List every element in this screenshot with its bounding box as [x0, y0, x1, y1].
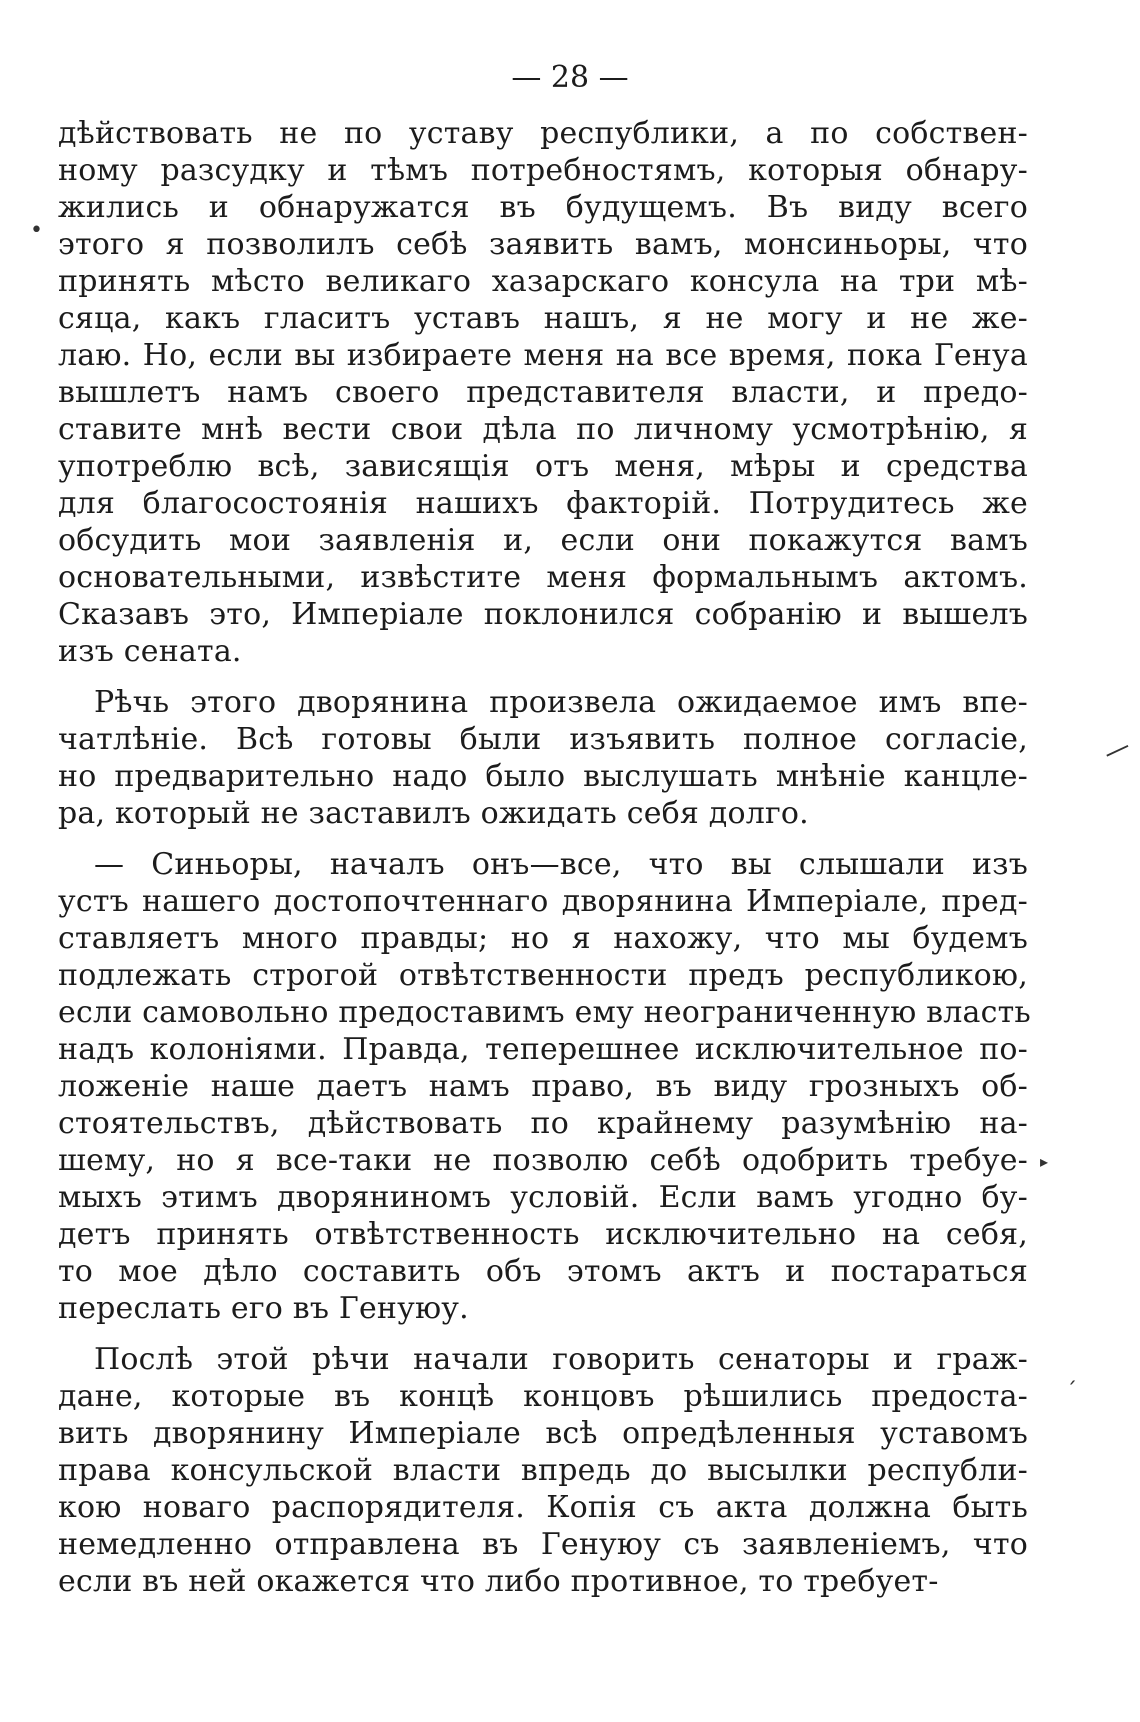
- page-number: — 28 —: [511, 60, 629, 95]
- text-line: вышлетъ намъ своего представителя власти, и предо-: [58, 375, 1028, 410]
- margin-tick-mark: ˏ: [1066, 1360, 1077, 1385]
- text-line: подлежать строгой отвѣтственности предъ республикою,: [58, 958, 1028, 993]
- text-line: изъ сената.: [58, 634, 242, 669]
- text-line: обсудить мои заявленія и, если они покажутся вамъ: [58, 523, 1028, 558]
- text-line: немедленно отправлена въ Генуюу съ заявленіемъ, что: [58, 1527, 1028, 1562]
- text-line: основательными, извѣстите меня формальнымъ актомъ.: [58, 560, 1028, 595]
- text-line: чатлѣніе. Всѣ готовы были изъявить полное согласіе,: [58, 722, 1028, 757]
- margin-dash-mark: —: [1098, 730, 1136, 770]
- text-line: ставляетъ много правды; но я нахожу, что мы будемъ: [58, 921, 1028, 956]
- text-line: этого я позволилъ себѣ заявить вамъ, монсиньоры, что: [58, 227, 1028, 262]
- text-line: устъ нашего достопочтеннаго дворянина Имперіале, пред-: [58, 884, 1028, 919]
- text-line: Сказавъ это, Имперіале поклонился собранію и вышелъ: [58, 597, 1028, 632]
- body-text: [58, 115, 1031, 1614]
- text-line: ставите мнѣ вести свои дѣла по личному усмотрѣнію, я: [58, 412, 1028, 447]
- text-line: — Синьоры, началъ онъ—все, что вы слышали изъ: [94, 847, 1028, 882]
- text-line: кою новаго распорядителя. Копія съ акта должна быть: [58, 1490, 1028, 1525]
- text-line: детъ принять отвѣтственность исключительно на себя,: [58, 1217, 1028, 1252]
- text-line: шему, но я все-таки не позволю себѣ одобрить требуе-: [58, 1143, 1028, 1178]
- text-line: Послѣ этой рѣчи начали говорить сенаторы и граж-: [94, 1342, 1028, 1377]
- text-line: переслать его въ Генуюу.: [58, 1291, 469, 1326]
- text-line: то мое дѣло составить объ этомъ актъ и постараться: [58, 1254, 1028, 1289]
- paragraph: [58, 684, 1028, 832]
- text-line: жились и обнаружатся въ будущемъ. Въ виду всего: [58, 190, 1028, 225]
- text-line: если самовольно предоставимъ ему неограниченную власть: [58, 995, 1031, 1030]
- text-line: мыхъ этимъ дворяниномъ условій. Если вамъ угодно бу-: [58, 1180, 1028, 1215]
- text-line: но предварительно надо было выслушать мнѣніе канцле-: [58, 759, 1028, 794]
- text-line: дане, которые въ концѣ концовъ рѣшились предоста-: [58, 1379, 1028, 1414]
- margin-arrow-mark: ▸: [1040, 1152, 1049, 1171]
- text-line: вить дворянину Имперіале всѣ опредѣленныя уставомъ: [58, 1416, 1028, 1451]
- text-line: ра, который не заставилъ ожидать себя долго.: [58, 796, 809, 831]
- paragraph: [58, 115, 1028, 670]
- text-line: дѣйствовать не по уставу республики, а по собствен-: [58, 116, 1028, 151]
- text-line: права консульской власти впредь до высылки республи-: [58, 1453, 1028, 1488]
- paragraph: [58, 1341, 1028, 1600]
- text-line: лаю. Но, если вы избираете меня на все время, пока Генуа: [58, 338, 1028, 373]
- text-line: ложеніе наше даетъ намъ право, въ виду грозныхъ об-: [58, 1069, 1028, 1104]
- text-line: для благосостоянія нашихъ факторій. Потрудитесь же: [58, 486, 1028, 521]
- text-line: стоятельствъ, дѣйствовать по крайнему разумѣнію на-: [58, 1106, 1028, 1141]
- margin-dot-mark: •: [30, 218, 43, 243]
- text-line: если въ ней окажется что либо противное, то требует-: [58, 1564, 939, 1599]
- paragraph: [58, 846, 1031, 1327]
- text-line: сяца, какъ гласитъ уставъ нашъ, я не могу и не же-: [58, 301, 1028, 336]
- text-line: Рѣчь этого дворянина произвела ожидаемое имъ впе-: [94, 685, 1028, 720]
- text-line: ному разсудку и тѣмъ потребностямъ, которыя обнару-: [58, 153, 1028, 188]
- text-line: употреблю всѣ, зависящія отъ меня, мѣры и средства: [58, 449, 1028, 484]
- text-line: надъ колоніями. Правда, теперешнее исключительное по-: [58, 1032, 1028, 1067]
- text-line: принять мѣсто великаго хазарскаго консула на три мѣ-: [58, 264, 1028, 299]
